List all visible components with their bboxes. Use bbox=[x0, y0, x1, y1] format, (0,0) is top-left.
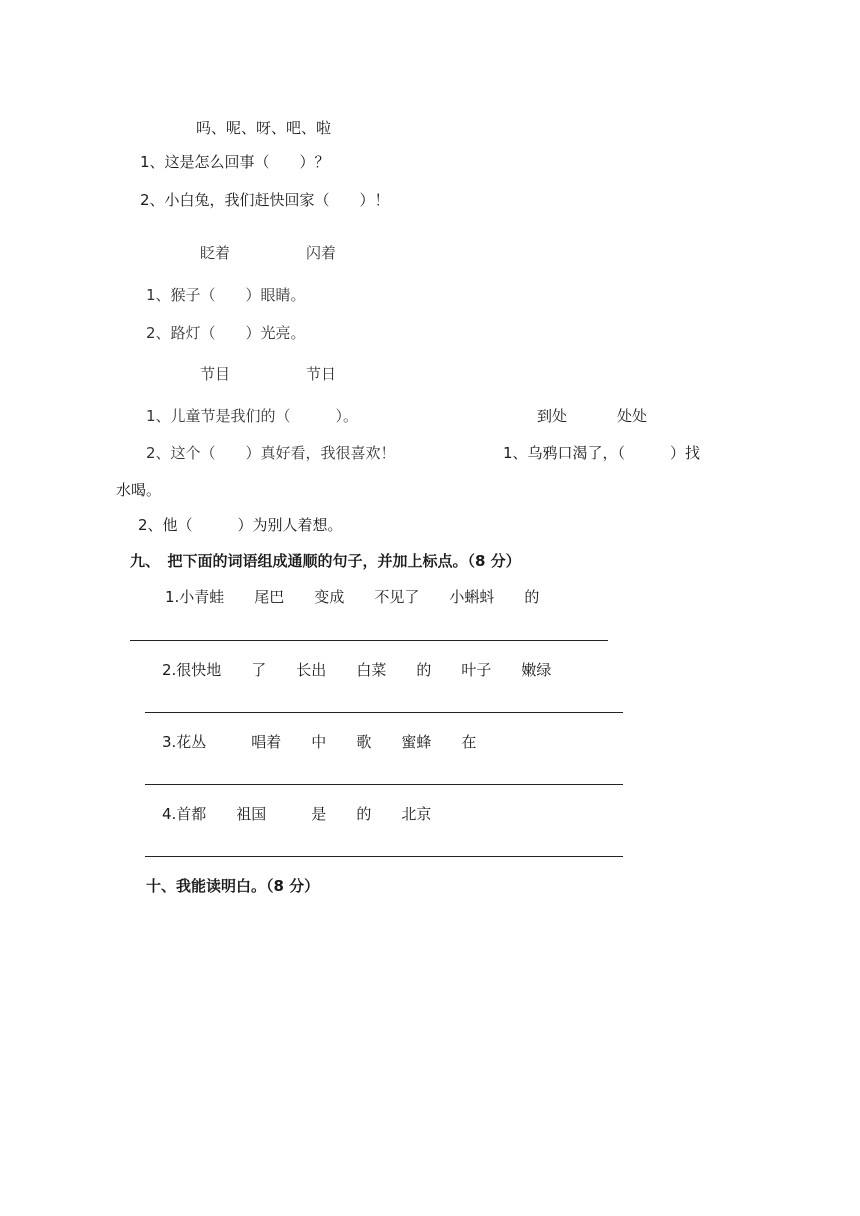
answer-line-4 bbox=[145, 856, 623, 857]
everywhere-word-a: 到处 bbox=[537, 407, 568, 425]
everywhere-question-1: 1、乌鸦口渴了，（ ）找 bbox=[503, 444, 701, 462]
program-word-b: 节日 bbox=[306, 365, 337, 383]
blink-question-2: 2、路灯（ ）光亮。 bbox=[146, 324, 306, 342]
everywhere-question-1-continued: 水喝。 bbox=[116, 481, 162, 499]
particle-question-1: 1、这是怎么回事（ ）？ bbox=[140, 153, 330, 171]
sentence-item-4: 4.首都 祖国 是 的 北京 bbox=[162, 805, 432, 823]
program-word-a: 节目 bbox=[200, 365, 231, 383]
particle-question-2: 2、小白兔，我们赶快回家（ ）！ bbox=[140, 191, 390, 209]
blink-word-a: 眨着 bbox=[200, 244, 231, 262]
program-question-1: 1、儿童节是我们的（ ）。 bbox=[146, 407, 359, 425]
everywhere-word-b: 处处 bbox=[617, 407, 648, 425]
answer-line-3 bbox=[145, 784, 623, 785]
particle-word-options: 吗、呢、呀、吧、啦 bbox=[196, 119, 332, 137]
sentence-item-2: 2.很快地 了 长出 白菜 的 叶子 嫩绿 bbox=[162, 661, 552, 679]
sentence-item-3: 3.花丛 唱着 中 歌 蜜蜂 在 bbox=[162, 733, 477, 751]
blink-question-1: 1、猴子（ ）眼睛。 bbox=[146, 286, 306, 304]
program-question-2: 2、这个（ ）真好看，我很喜欢！ bbox=[146, 444, 396, 462]
section-9-title: 九、 把下面的词语组成通顺的句子，并加上标点。（8 分） bbox=[130, 552, 521, 570]
answer-line-1 bbox=[130, 640, 608, 641]
answer-line-2 bbox=[145, 712, 623, 713]
section-10-title: 十、我能读明白。（8 分） bbox=[146, 877, 320, 895]
blink-word-b: 闪着 bbox=[306, 244, 337, 262]
sentence-item-1: 1.小青蛙 尾巴 变成 不见了 小蝌蚪 的 bbox=[165, 588, 540, 606]
everywhere-question-2: 2、他（ ）为别人着想。 bbox=[138, 516, 343, 534]
